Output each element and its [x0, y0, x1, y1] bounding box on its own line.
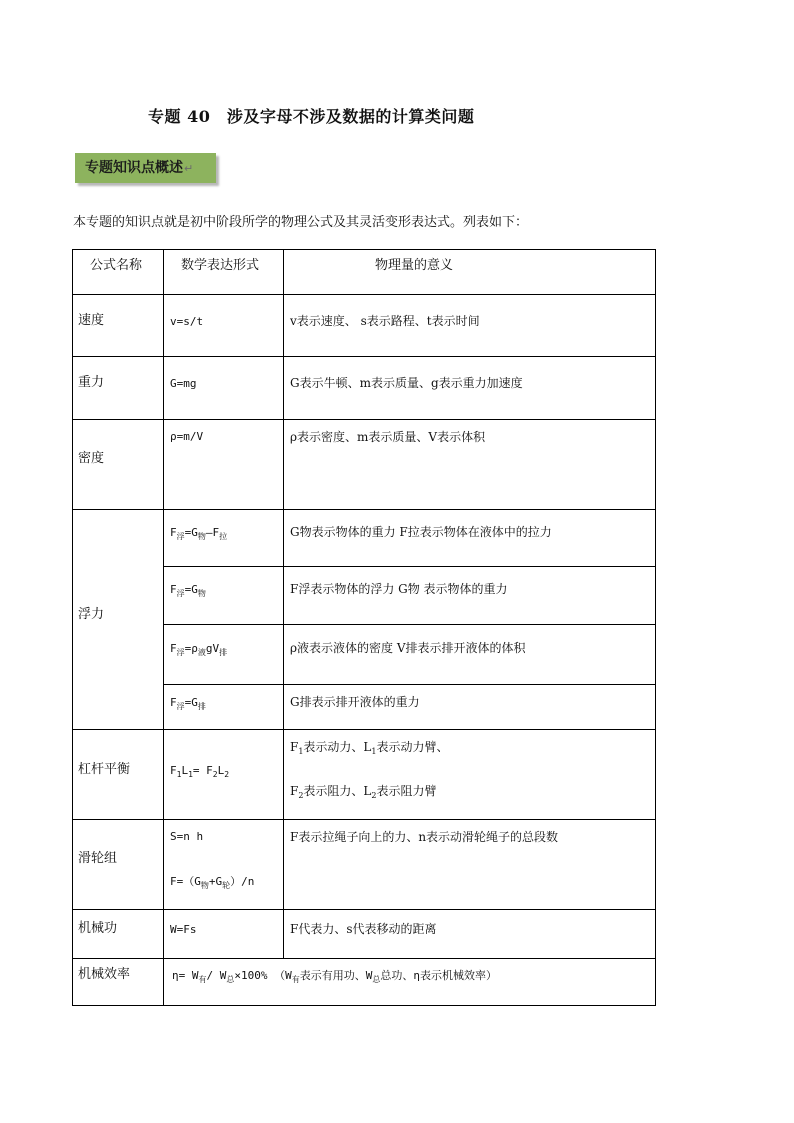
cell-meaning-density: ρ表示密度、m表示质量、V表示体积	[290, 430, 486, 444]
cell-name-pulley: 滑轮组	[78, 851, 118, 866]
cell-formula-buoyancy-2: $F_浮=G_物$	[170, 583, 206, 598]
cell-meaning-lever-1: $F_1$表示动力、$L_1$表示动力臂、	[290, 740, 449, 756]
cell-formula-efficiency: $\eta= W_有/$ $W_总\times 100\%$ （$W_有$表示有用功、$W_总$总功、η表示机械效率）	[172, 969, 497, 984]
cell-name-lever: 杠杆平衡	[78, 762, 131, 777]
cell-formula-density: ρ=m/V	[170, 430, 204, 443]
cell-name-buoyancy: 浮力	[78, 607, 105, 622]
cell-meaning-work: F代表力、s代表移动的距离	[290, 922, 437, 936]
cell-name-gravity: 重力	[78, 375, 105, 390]
intro-text: 本专题的知识点就是初中阶段所学的物理公式及其灵活变形表达式。列表如下：	[73, 215, 529, 230]
cell-formula-work: W=Fs	[170, 923, 197, 936]
cell-meaning-buoyancy-3: ρ液表示液体的密度 V排表示排开液体的体积	[290, 641, 526, 655]
cell-name-density: 密度	[78, 451, 105, 466]
cell-formula-buoyancy-4: $F_浮=G_排$	[170, 696, 206, 711]
cell-formula-pulley-2: $F=(G_物+G_轮)/n$	[170, 875, 255, 890]
cell-formula-lever: $F_1L_1= F_2L_2$	[170, 764, 230, 779]
cell-meaning-pulley: F表示拉绳子向上的力、n表示动滑轮绳子的总段数	[290, 830, 559, 844]
cell-name-work: 机械功	[78, 921, 118, 936]
paragraph-mark-icon: ↵	[184, 162, 194, 175]
cell-meaning-speed: v表示速度、 s表示路程、t表示时间	[290, 314, 480, 328]
page-title: 专题 40 涉及字母不涉及数据的计算类问题	[148, 107, 475, 126]
cell-formula-buoyancy-1: $F_浮=G_物—F_拉$	[170, 526, 228, 541]
cell-meaning-buoyancy-1: G物表示物体的重力 F拉表示物体在液体中的拉力	[290, 525, 552, 539]
cell-meaning-gravity: G表示牛顿、m表示质量、g表示重力加速度	[290, 376, 523, 390]
header-formula-name: 公式名称	[90, 258, 143, 273]
cell-meaning-buoyancy-4: G排表示排开液体的重力	[290, 695, 420, 709]
cell-name-efficiency: 机械效率	[78, 967, 131, 982]
cell-formula-pulley-1: S=n h	[170, 830, 204, 843]
section-badge-label: 专题知识点概述	[85, 160, 183, 176]
header-meaning: 物理量的意义	[375, 258, 454, 273]
cell-name-speed: 速度	[78, 313, 105, 328]
cell-formula-buoyancy-3: $F_浮=\rho_液gV_排$	[170, 642, 228, 657]
cell-formula-speed: v=s/t	[170, 315, 204, 328]
cell-formula-gravity: G=mg	[170, 377, 197, 390]
header-math-form: 数学表达形式	[181, 258, 260, 273]
cell-meaning-buoyancy-2: F浮表示物体的浮力 G物 表示物体的重力	[290, 582, 508, 596]
cell-meaning-lever-2: $F_2$表示阻力、$L_2$表示阻力臂	[290, 784, 437, 800]
